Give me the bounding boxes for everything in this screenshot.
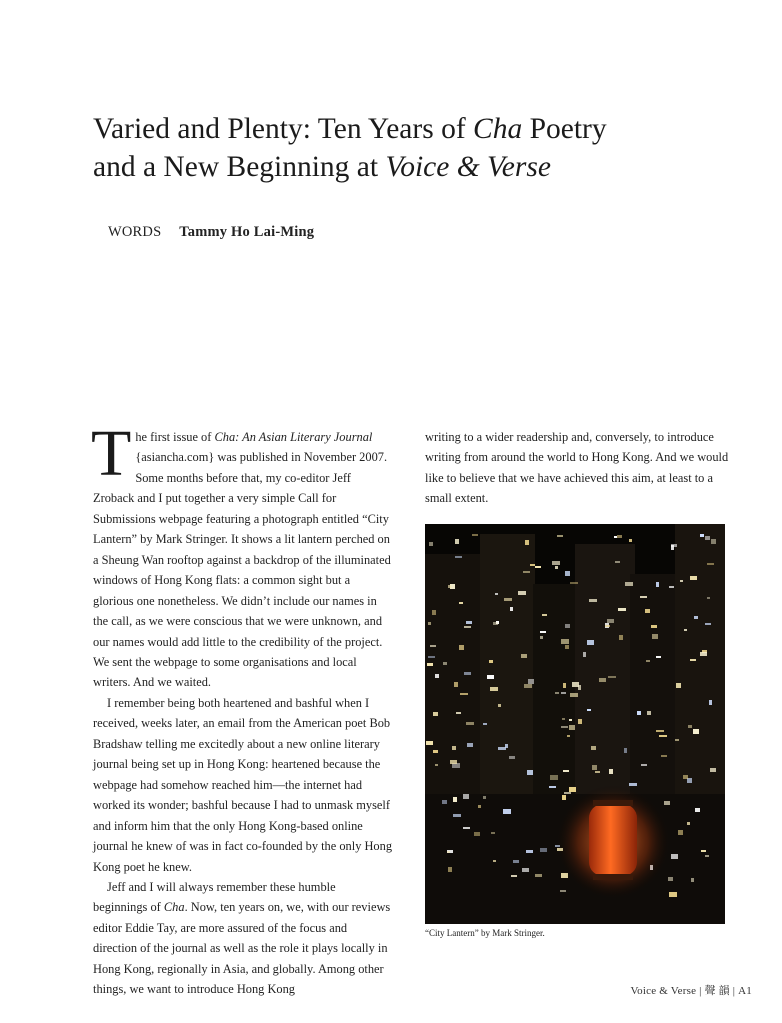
lantern — [555, 784, 671, 900]
p1-text-b: {asiancha.com} was published in November 2007. Some months before that, my co-editor Jeff Zroback and I put together a very simple Call for Submissions webpage featuring a photograph entitled “City Lantern” by Mark Stringer. It shows a lit lantern perched on a Sheung Wan rooftop against a backdrop of the illuminated windows of Hong Kong flats: a common sight but a glorious one nonetheless. We didn’t include our names in the call, as we were conscious that we were unknown, and our names would add little to the credibility of the project. We sent the webpage to some organisations and local writers. And we waited. — [93, 450, 391, 690]
p1-journal-title: Cha: An Asian Literary Journal — [214, 430, 373, 444]
body-paragraph-3 — [93, 877, 393, 1000]
p3-text-a: Jeff and I will always remember these humble beginnings of — [93, 879, 336, 915]
title-line2-em: Voice & Verse — [385, 151, 551, 183]
city-lantern-photo — [425, 524, 725, 924]
title-line1-b: Poetry — [522, 113, 607, 145]
title-line1-em: Cha — [473, 113, 523, 145]
byline-author: Tammy Ho Lai-Ming — [179, 224, 315, 240]
byline-label: WORDS — [108, 224, 162, 240]
title-line1-a: Varied and Plenty: Ten Years of — [93, 113, 474, 145]
body-paragraph-4: writing to a wider readership and, conversely, to introduce writing from around the world to Hong Kong. And we would like to believe that we have achieved this aim, at least to a small extent. — [425, 430, 729, 506]
page-footer: Voice & Verse | 聲 韻 | A1 — [630, 985, 752, 997]
drop-cap: T — [91, 417, 132, 490]
byline — [108, 224, 314, 241]
p3-text-b: . Now, ten years on, we, with our reviews editor Eddie Tay, are more assured of the focus and direction of the journal as well as the role it plays locally in Hong Kong, regionally in Asia, and globally. Among other things, we want to introduce Hong Kong — [93, 900, 391, 997]
photo-caption: “City Lantern” by Mark Stringer. — [425, 928, 545, 938]
body-paragraph-1 — [91, 417, 393, 693]
body-column-left — [91, 417, 393, 1000]
photo-illustration — [425, 524, 725, 924]
body-column-right — [425, 427, 735, 509]
body-paragraph-2: I remember being both heartened and bashful when I received, weeks later, an email from the American poet Bob Bradshaw telling me excitedly about a new online literary journal being set up in Hong Kong: heartened because the webpage had somehow reached him—the internet had worked its wonder; bashful because I had to unmask myself and inform him that the only Hong Kong-based online journal he knew of was in fact co-founded by the only Hong Kong poet he knew. — [93, 695, 393, 874]
article-title — [93, 110, 733, 186]
p3-journal-name: Cha — [163, 900, 185, 915]
title-line2-a: and a New Beginning at — [93, 151, 386, 183]
p1-text-a: he first issue of — [135, 430, 215, 444]
